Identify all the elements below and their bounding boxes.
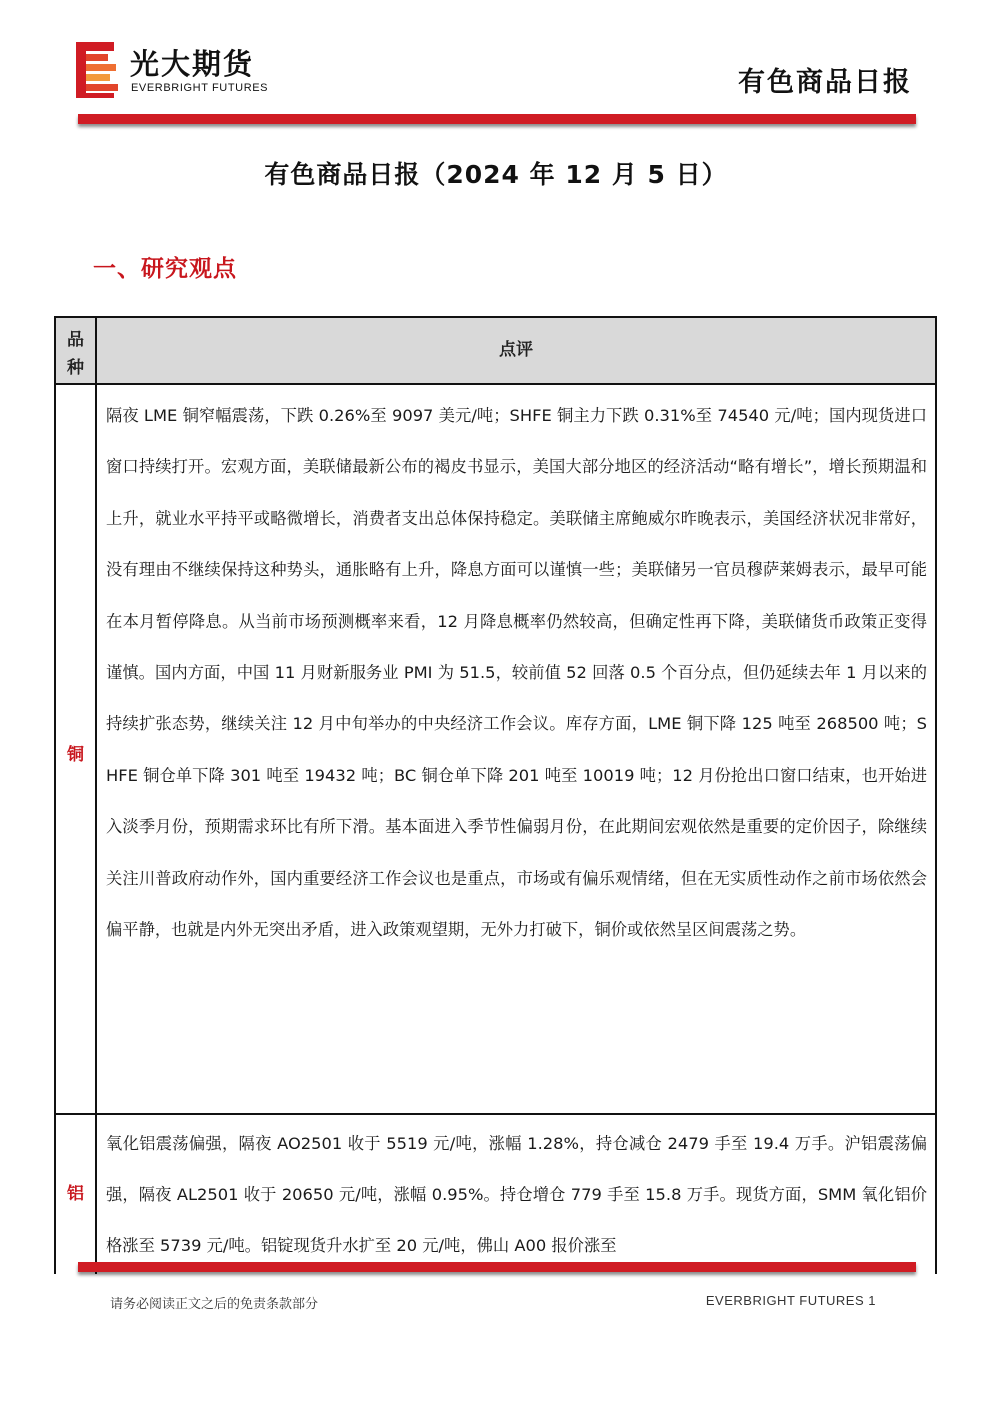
section-title: 一、研究观点 xyxy=(93,256,237,282)
footer-brand-page-number: EVERBRIGHT FUTURES 1 xyxy=(705,1293,876,1308)
table-header xyxy=(56,318,935,385)
research-table xyxy=(54,316,937,1274)
company-logo xyxy=(76,40,286,100)
everbright-logo-icon xyxy=(76,42,118,98)
header-report-label: 有色商品日报 xyxy=(738,67,912,98)
header-category-char-2: 种 xyxy=(67,358,84,378)
category-cell xyxy=(56,385,97,1113)
footer-disclaimer: 请务必阅读正文之后的免责条款部分 xyxy=(110,1297,319,1312)
footer-divider xyxy=(78,1262,916,1272)
logo-english-name: EVERBRIGHT FUTURES xyxy=(131,82,269,94)
table-row-aluminum xyxy=(56,1115,935,1274)
table-row-copper xyxy=(56,385,935,1115)
logo-company-name: 光大期货 xyxy=(130,47,255,81)
header-category-char-1: 品 xyxy=(67,330,84,350)
comment-text-aluminum: 氧化铝震荡偏强，隔夜 AO2501 收于 5519 元/吨，涨幅 1.28%，持仓减仓 2479 手至 19.4 万手。沪铝震荡偏强，隔夜 AL2501 收于 20650 元/吨，涨幅 0.95%。持仓增仓 779 手至 15.8 万手。现货方面，SMM 氧化铝价格涨至 5739 元/吨。铝锭现货升水扩至 20 元/吨，佛山 A00 报价涨至 xyxy=(106,1134,927,1255)
header-divider xyxy=(78,114,916,124)
header-category xyxy=(56,318,97,383)
category-label-aluminum: 铝 xyxy=(67,1184,84,1204)
header-comment: 点评 xyxy=(499,340,533,360)
document-title: 有色商品日报（2024 年 12 月 5 日） xyxy=(264,160,728,189)
category-label-copper: 铜 xyxy=(67,745,84,765)
comment-text-copper: 隔夜 LME 铜窄幅震荡，下跌 0.26%至 9097 美元/吨；SHFE 铜主力下跌 0.31%至 74540 元/吨；国内现货进口窗口持续打开。宏观方面，美联储最新公布的褐皮书显示，美国大部分地区的经济活动“略有增长”，增长预期温和上升，就业水平持平或略微增长，消费者支出总体保持稳定。美联储主席鲍威尔昨晚表示，美国经济状况非常好，没有理由不继续保持这种势头，通胀略有上升，降息方面可以谨慎一些；美联储另一官员穆萨莱姆表示，最早可能在本月暂停降息。从当前市场预测概率来看，12 月降息概率仍然较高，但确定性再下降，美联储货币政策正变得谨慎。国内方面，中国 11 月财新服务业 PMI 为 51.5，较前值 52 回落 0.5 个百分点，但仍延续去年 1 月以来的持续扩张态势，继续关注 12 月中旬举办的中央经济工作会议。库存方面，LME 铜下降 125 吨至 268500 吨；SHFE 铜仓单下降 301 吨至 19432 吨；BC 铜仓单下降 201 吨至 10019 吨；12 月份抢出口窗口结束，也开始进入淡季月份，预期需求环比有所下滑。基本面进入季节性偏弱月份，在此期间宏观依然是重要的定价因子，除继续关注川普政府动作外，国内重要经济工作会议也是重点，市场或有偏乐观情绪，但在无实质性动作之前市场依然会偏平静，也就是内外无突出矛盾，进入政策观望期，无外力打破下，铜价或依然呈区间震荡之势。 xyxy=(106,406,927,940)
category-cell xyxy=(56,1115,97,1274)
